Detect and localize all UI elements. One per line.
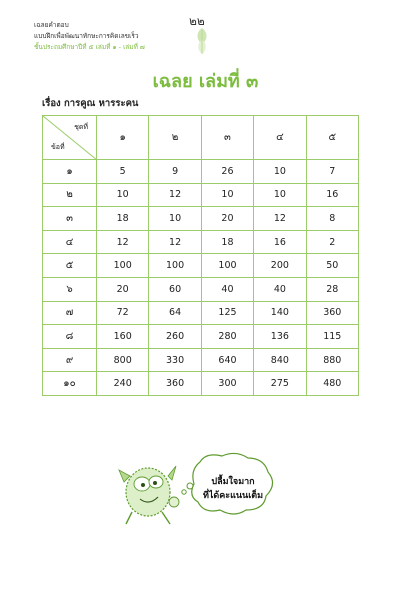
row-header: ๕ bbox=[43, 254, 97, 278]
answer-cell: 10 bbox=[149, 207, 201, 231]
page-title: เฉลย เล่มที่ ๓ bbox=[152, 71, 259, 92]
answer-cell: 10 bbox=[254, 183, 306, 207]
answer-cell: 275 bbox=[254, 372, 306, 396]
table-row bbox=[43, 254, 359, 278]
answer-cell: 100 bbox=[97, 254, 149, 278]
answer-cell: 12 bbox=[149, 183, 201, 207]
answer-cell: 10 bbox=[201, 183, 253, 207]
answer-cell: 140 bbox=[254, 301, 306, 325]
row-header: ๒ bbox=[43, 183, 97, 207]
bubble-line-2: ที่ได้คะแนนเต็ม bbox=[202, 491, 264, 501]
answer-table bbox=[42, 115, 359, 396]
answer-cell: 20 bbox=[97, 277, 149, 301]
header-line-1: เฉลยคำตอบ bbox=[34, 21, 69, 29]
answer-cell: 136 bbox=[254, 325, 306, 349]
answer-cell: 200 bbox=[254, 254, 306, 278]
answer-cell: 480 bbox=[306, 372, 358, 396]
leaf-decoration-icon bbox=[194, 26, 210, 56]
answer-cell: 20 bbox=[201, 207, 253, 231]
column-header: ๑ bbox=[97, 116, 149, 160]
table-corner-cell bbox=[43, 116, 97, 160]
answer-cell: 50 bbox=[306, 254, 358, 278]
answer-cell: 260 bbox=[149, 325, 201, 349]
answer-cell: 9 bbox=[149, 160, 201, 184]
header-line-2: แบบฝึกเพื่อพัฒนาทักษะการคิดเลขเร็ว bbox=[34, 32, 139, 40]
answer-cell: 10 bbox=[97, 183, 149, 207]
row-header: ๑ bbox=[43, 160, 97, 184]
answer-cell: 880 bbox=[306, 348, 358, 372]
answer-cell: 240 bbox=[97, 372, 149, 396]
answer-cell: 12 bbox=[254, 207, 306, 231]
row-header: ๑๐ bbox=[43, 372, 97, 396]
column-header: ๔ bbox=[254, 116, 306, 160]
column-header: ๕ bbox=[306, 116, 358, 160]
cartoon-character-icon bbox=[119, 466, 179, 524]
answer-cell: 125 bbox=[201, 301, 253, 325]
answer-cell: 840 bbox=[254, 348, 306, 372]
page-number: ๒๒ bbox=[189, 14, 205, 28]
answer-cell: 5 bbox=[97, 160, 149, 184]
answer-cell: 640 bbox=[201, 348, 253, 372]
table-row bbox=[43, 372, 359, 396]
answer-cell: 28 bbox=[306, 277, 358, 301]
answer-cell: 26 bbox=[201, 160, 253, 184]
answer-cell: 40 bbox=[254, 277, 306, 301]
corner-diagonal bbox=[43, 116, 97, 160]
table-row bbox=[43, 325, 359, 349]
table-row bbox=[43, 348, 359, 372]
corner-label-set: ชุดที่ bbox=[74, 123, 88, 131]
table-row bbox=[43, 277, 359, 301]
answer-cell: 100 bbox=[201, 254, 253, 278]
answer-cell: 330 bbox=[149, 348, 201, 372]
answer-cell: 60 bbox=[149, 277, 201, 301]
header-line-3: ชั้นประถมศึกษาปีที่ ๕ เล่มที่ ๑ - เล่มที่ ๗ bbox=[34, 43, 145, 51]
answer-cell: 280 bbox=[201, 325, 253, 349]
page-header bbox=[34, 20, 145, 53]
bubble-line-1: ปลื้มใจมาก bbox=[211, 477, 255, 487]
row-header: ๓ bbox=[43, 207, 97, 231]
row-header: ๗ bbox=[43, 301, 97, 325]
answer-cell: 64 bbox=[149, 301, 201, 325]
table-row bbox=[43, 230, 359, 254]
answer-cell: 100 bbox=[149, 254, 201, 278]
answer-cell: 160 bbox=[97, 325, 149, 349]
page-subtitle: เรื่อง การคูณ หารระคน bbox=[42, 98, 139, 109]
table-header-row bbox=[43, 116, 359, 160]
answer-cell: 18 bbox=[201, 230, 253, 254]
answer-cell: 360 bbox=[306, 301, 358, 325]
column-header: ๓ bbox=[201, 116, 253, 160]
answer-cell: 10 bbox=[254, 160, 306, 184]
table-row bbox=[43, 207, 359, 231]
answer-cell: 2 bbox=[306, 230, 358, 254]
answer-cell: 360 bbox=[149, 372, 201, 396]
answer-cell: 300 bbox=[201, 372, 253, 396]
row-header: ๔ bbox=[43, 230, 97, 254]
answer-cell: 115 bbox=[306, 325, 358, 349]
table-row bbox=[43, 160, 359, 184]
answer-cell: 18 bbox=[97, 207, 149, 231]
answer-cell: 12 bbox=[149, 230, 201, 254]
thought-bubble-text bbox=[196, 475, 270, 503]
answer-cell: 12 bbox=[97, 230, 149, 254]
answer-cell: 7 bbox=[306, 160, 358, 184]
corner-label-item: ข้อที่ bbox=[51, 143, 65, 151]
answer-cell: 16 bbox=[254, 230, 306, 254]
table-row bbox=[43, 183, 359, 207]
column-header: ๒ bbox=[149, 116, 201, 160]
row-header: ๘ bbox=[43, 325, 97, 349]
answer-cell: 8 bbox=[306, 207, 358, 231]
answer-cell: 72 bbox=[97, 301, 149, 325]
row-header: ๙ bbox=[43, 348, 97, 372]
answer-cell: 16 bbox=[306, 183, 358, 207]
answer-cell: 800 bbox=[97, 348, 149, 372]
row-header: ๖ bbox=[43, 277, 97, 301]
answer-cell: 40 bbox=[201, 277, 253, 301]
table-row bbox=[43, 301, 359, 325]
